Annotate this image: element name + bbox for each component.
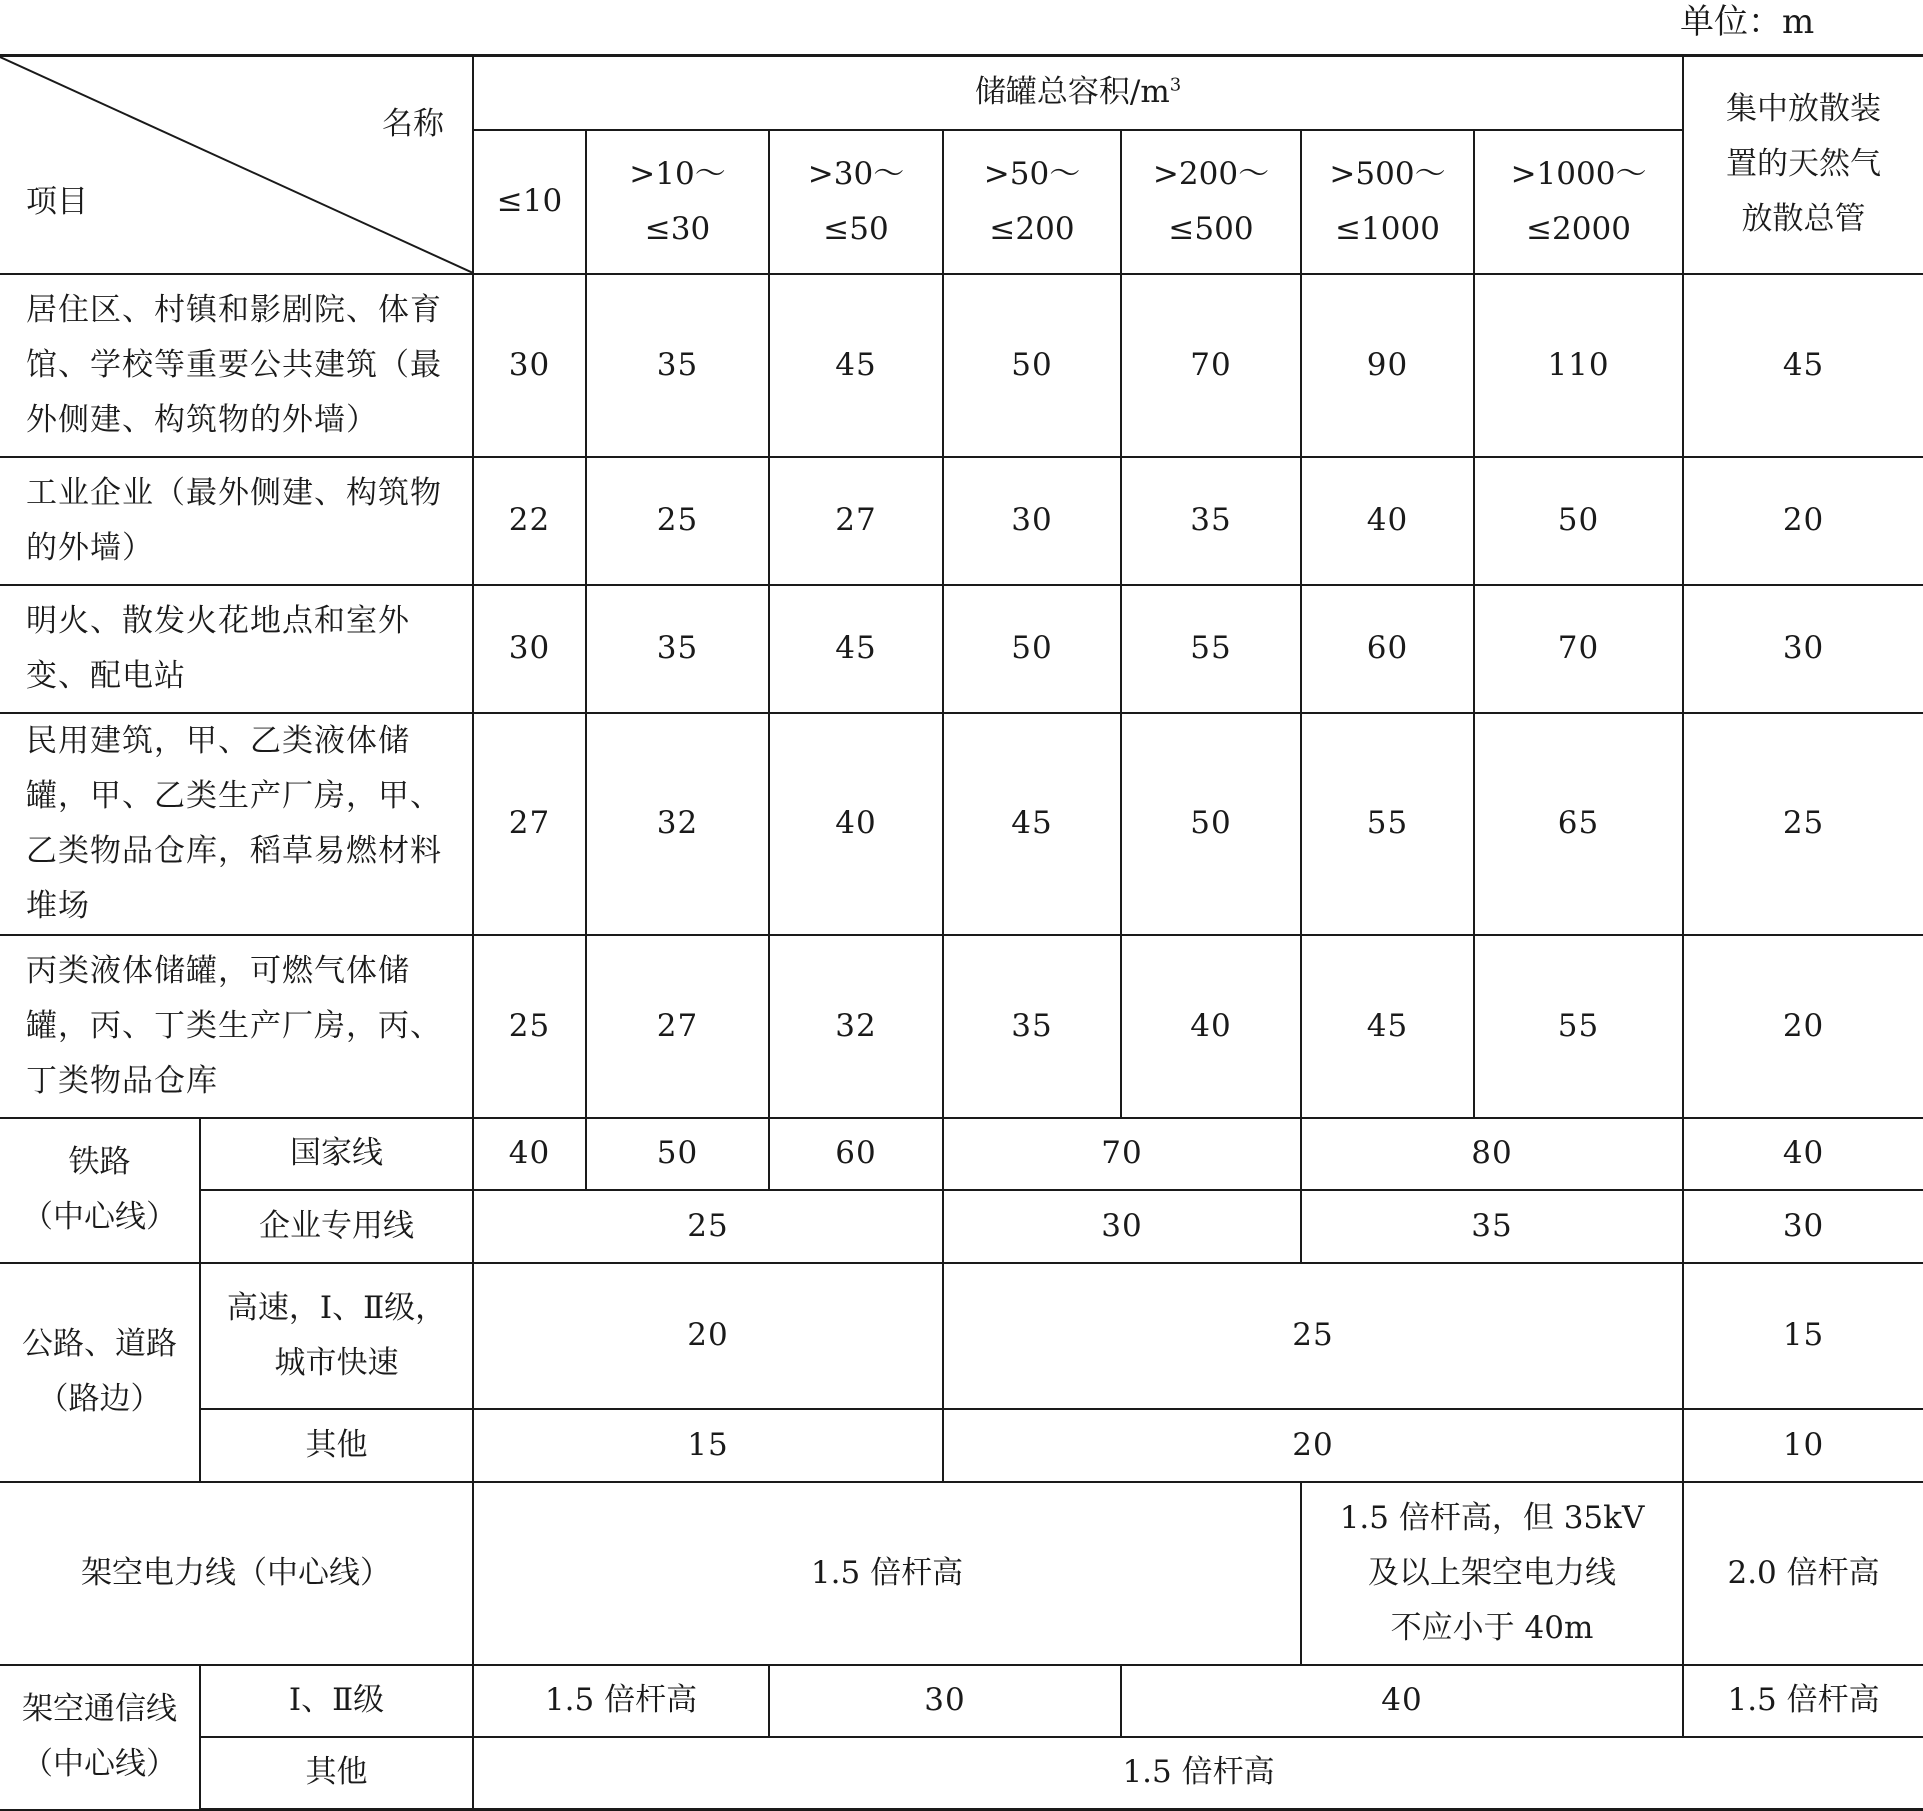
cell-value: 32: [586, 713, 769, 935]
cell-value: 27: [473, 713, 586, 935]
telecom-group-label: [0, 1665, 200, 1810]
cell-value: 25: [473, 935, 586, 1118]
cell-value: 80: [1301, 1118, 1683, 1190]
cell-value-vent: 20: [1683, 935, 1923, 1118]
table-row-road-highway: [0, 1263, 1923, 1409]
cell-value: 1.5 倍杆高: [473, 1737, 1923, 1810]
header-capacity-label: 储罐总容积/m: [974, 74, 1170, 111]
cell-line: 及以上架空电力线: [1368, 1554, 1617, 1591]
cell-value: 25: [586, 457, 769, 585]
cell-value: 55: [1474, 935, 1683, 1118]
cell-value: 40: [1301, 457, 1474, 585]
cell-value: 35: [1121, 457, 1301, 585]
range-label: ≤1000: [1335, 210, 1440, 247]
cell-value: 25: [943, 1263, 1683, 1409]
cell-value-multiline: [1301, 1482, 1683, 1665]
table-row-power-line: [0, 1482, 1923, 1665]
row-label: 丙类液体储罐，可燃气体储罐，丙、丁类生产厂房，丙、丁类物品仓库: [0, 935, 473, 1118]
railway-group-label: [0, 1118, 200, 1263]
row-label: 居住区、村镇和影剧院、体育馆、学校等重要公共建筑（最外侧建、构筑物的外墙）: [0, 274, 473, 457]
range-label: >10～: [629, 155, 726, 192]
cell-value: 65: [1474, 713, 1683, 935]
cell-value-vent: 30: [1683, 1190, 1923, 1263]
cell-value: 30: [943, 457, 1121, 585]
header-range-0: [473, 130, 586, 274]
cell-value: 50: [943, 274, 1121, 457]
sub-label: 国家线: [200, 1118, 473, 1190]
table-row-telecom-level12: [0, 1665, 1923, 1737]
cell-value: 1.5 倍杆高: [473, 1665, 769, 1737]
cell-value: 40: [769, 713, 943, 935]
range-label: ≤10: [496, 183, 563, 219]
cell-value: 30: [473, 274, 586, 457]
cell-value: 15: [473, 1409, 943, 1482]
cell-value-vent: 30: [1683, 585, 1923, 713]
range-label: ≤200: [989, 210, 1075, 247]
range-label: >1000～: [1510, 155, 1647, 192]
table-row-railway-enterprise: [0, 1190, 1923, 1263]
cell-value-vent: 1.5 倍杆高: [1683, 1665, 1923, 1737]
header-vent-line3: 放散总管: [1741, 201, 1866, 238]
cell-value: 40: [473, 1118, 586, 1190]
cell-value: 55: [1121, 585, 1301, 713]
cell-line: 不应小于 40m: [1390, 1609, 1594, 1646]
cell-value: 25: [473, 1190, 943, 1263]
sub-label-line: 城市快速: [274, 1344, 399, 1381]
sub-label: [200, 1263, 473, 1409]
table-row-telecom-other: [0, 1737, 1923, 1810]
cell-value: 50: [1121, 713, 1301, 935]
cell-value: 30: [943, 1190, 1301, 1263]
cell-value: 45: [1301, 935, 1474, 1118]
cell-value: 45: [943, 713, 1121, 935]
table-row-open-fire: [0, 585, 1923, 713]
cell-value: 35: [943, 935, 1121, 1118]
range-label: >500～: [1329, 155, 1446, 192]
header-name-label: 名称: [382, 106, 444, 142]
group-label-line: （路边）: [37, 1381, 162, 1417]
sub-label-line: 高速，Ⅰ、Ⅱ级，: [226, 1289, 447, 1326]
header-range-1: [586, 130, 769, 274]
range-label: ≤500: [1168, 210, 1254, 247]
diagonal-line: [0, 57, 472, 273]
row-label: 工业企业（最外侧建、构筑物的外墙）: [0, 457, 473, 585]
road-group-label: [0, 1263, 200, 1482]
cell-value: 22: [473, 457, 586, 585]
header-range-3: [943, 130, 1121, 274]
cell-value: 50: [943, 585, 1121, 713]
cell-value: 40: [1121, 935, 1301, 1118]
cell-value: 40: [1121, 1665, 1683, 1737]
group-label-line: （中心线）: [22, 1746, 177, 1782]
cell-value: 60: [769, 1118, 943, 1190]
cell-value: 55: [1301, 713, 1474, 935]
range-label: ≤30: [644, 210, 711, 247]
group-label-line: 铁路: [68, 1144, 131, 1180]
table-row-civil: [0, 713, 1923, 935]
table-row-road-other: [0, 1409, 1923, 1482]
sub-label: Ⅰ、Ⅱ级: [200, 1665, 473, 1737]
cell-value-vent: 20: [1683, 457, 1923, 585]
unit-label: 单位：m: [1680, 2, 1815, 42]
header-range-2: [769, 130, 943, 274]
cell-value-vent: 15: [1683, 1263, 1923, 1409]
cell-line: 1.5 倍杆高，但 35kV: [1339, 1499, 1645, 1536]
group-label-line: 公路、道路: [22, 1326, 177, 1362]
cell-value: 50: [586, 1118, 769, 1190]
range-label: >50～: [983, 155, 1081, 192]
cell-value: 70: [943, 1118, 1301, 1190]
group-label-line: 架空通信线: [22, 1691, 177, 1727]
cell-value: 70: [1121, 274, 1301, 457]
header-row-1: [0, 56, 1923, 130]
cell-value: 27: [586, 935, 769, 1118]
cell-value: 30: [473, 585, 586, 713]
cell-value-vent: 45: [1683, 274, 1923, 457]
cell-value: 20: [943, 1409, 1683, 1482]
row-label: 架空电力线（中心线）: [0, 1482, 473, 1665]
header-range-6: [1474, 130, 1683, 274]
cell-value: 45: [769, 585, 943, 713]
spacing-table: [0, 54, 1923, 1811]
sub-label: 其他: [200, 1737, 473, 1810]
header-vent-line1: 集中放散装: [1726, 91, 1882, 128]
range-label: >30～: [807, 155, 905, 192]
header-item-label: 项目: [26, 184, 88, 220]
cell-value: 45: [769, 274, 943, 457]
range-label: >200～: [1152, 155, 1270, 192]
table-row-railway-national: [0, 1118, 1923, 1190]
header-range-4: [1121, 130, 1301, 274]
header-range-5: [1301, 130, 1474, 274]
header-diagonal-cell: [0, 56, 473, 274]
cell-value: 60: [1301, 585, 1474, 713]
sub-label: 其他: [200, 1409, 473, 1482]
cell-value-vent: 10: [1683, 1409, 1923, 1482]
cell-value-vent: 2.0 倍杆高: [1683, 1482, 1923, 1665]
row-label: 明火、散发火花地点和室外变、配电站: [0, 585, 473, 713]
range-label: ≤2000: [1526, 210, 1631, 247]
cell-value: 110: [1474, 274, 1683, 457]
cell-value: 1.5 倍杆高: [473, 1482, 1301, 1665]
cell-value: 35: [586, 585, 769, 713]
cell-value-vent: 25: [1683, 713, 1923, 935]
cell-value: 70: [1474, 585, 1683, 713]
cell-value: 30: [769, 1665, 1121, 1737]
cell-value: 32: [769, 935, 943, 1118]
row-label: 民用建筑，甲、乙类液体储罐，甲、乙类生产厂房，甲、乙类物品仓库，稻草易燃材料堆场: [0, 713, 473, 935]
cell-value: 50: [1474, 457, 1683, 585]
range-label: ≤50: [823, 210, 889, 247]
cell-value: 35: [1301, 1190, 1683, 1263]
header-capacity: [473, 56, 1683, 130]
cell-value: 35: [586, 274, 769, 457]
table-row-class-c: [0, 935, 1923, 1118]
cell-value: 27: [769, 457, 943, 585]
table-row-residential: [0, 274, 1923, 457]
cell-value: 90: [1301, 274, 1474, 457]
cell-value-vent: 40: [1683, 1118, 1923, 1190]
cell-value: 20: [473, 1263, 943, 1409]
header-vent-line2: 置的天然气: [1726, 146, 1882, 183]
sub-label: 企业专用线: [200, 1190, 473, 1263]
header-vent: [1683, 56, 1923, 274]
table-row-industrial: [0, 457, 1923, 585]
group-label-line: （中心线）: [22, 1199, 177, 1235]
header-capacity-sup: 3: [1169, 74, 1182, 96]
